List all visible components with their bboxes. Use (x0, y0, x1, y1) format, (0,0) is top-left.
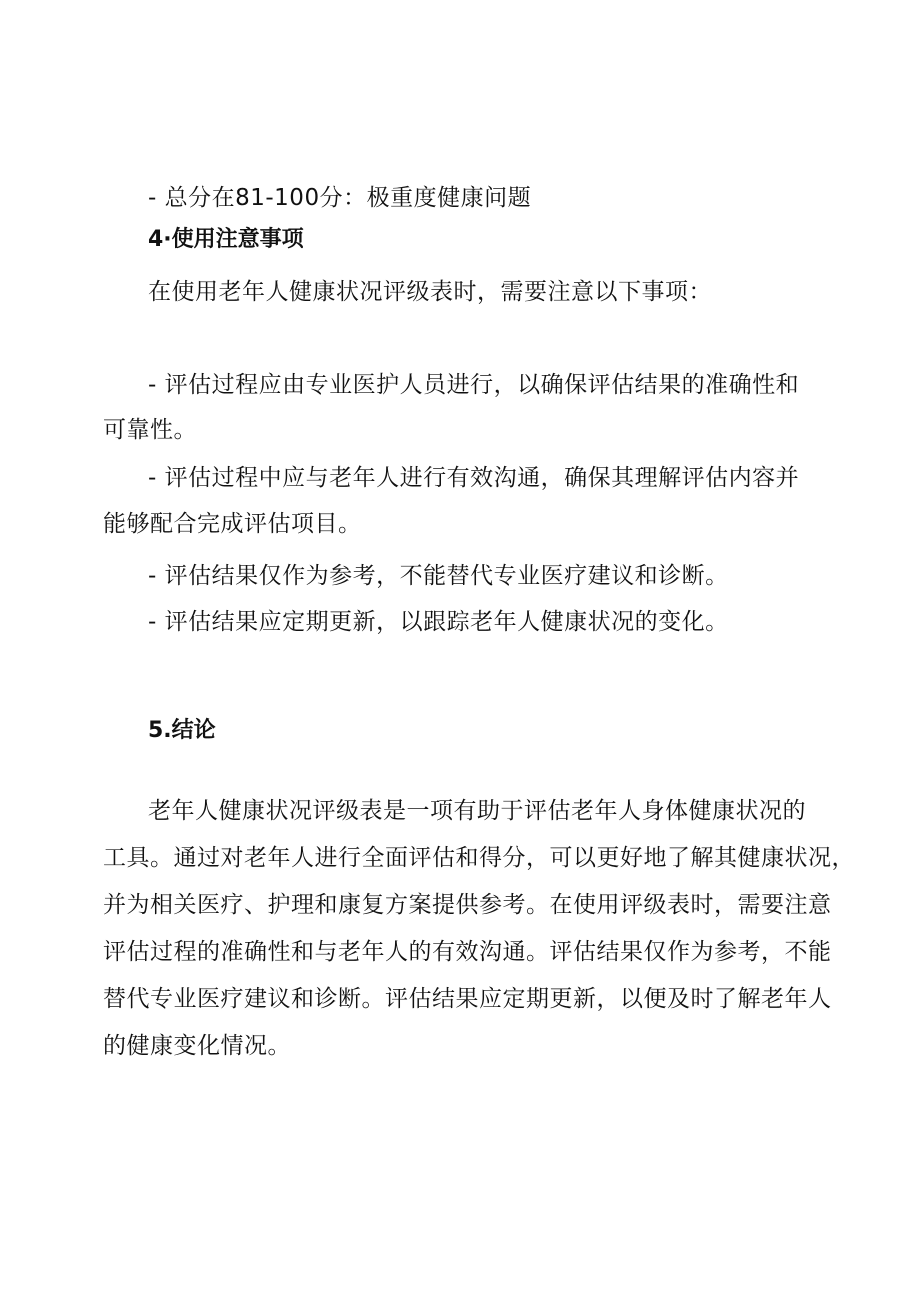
section-4-heading: 4·使用注意事项 (148, 227, 304, 252)
bullet-4: - 评估结果应定期更新，以跟踪老年人健康状况的变化。 (148, 609, 729, 635)
bullet-2-line-1: - 评估过程中应与老年人进行有效沟通，确保其理解评估内容并 (148, 465, 800, 491)
conclusion-line-2: 工具。通过对老年人进行全面评估和得分，可以更好地了解其健康状况， (103, 845, 855, 871)
bullet-1-line-2: 可靠性。 (103, 417, 197, 443)
conclusion-line-1: 老年人健康状况评级表是一项有助于评估老年人身体健康状况的 (148, 798, 806, 824)
bullet-3: - 评估结果仅作为参考，不能替代专业医疗建议和诊断。 (148, 563, 729, 589)
score-range-item: - 总分在81-100分：极重度健康问题 (148, 185, 532, 211)
conclusion-line-6: 的健康变化情况。 (103, 1033, 291, 1059)
conclusion-line-3: 并为相关医疗、护理和康复方案提供参考。在使用评级表时，需要注意 (103, 892, 832, 918)
conclusion-line-4: 评估过程的准确性和与老年人的有效沟通。评估结果仅作为参考，不能 (103, 939, 832, 965)
conclusion-line-5: 替代专业医疗建议和诊断。评估结果应定期更新，以便及时了解老年人 (103, 986, 832, 1012)
section-4-intro: 在使用老年人健康状况评级表时，需要注意以下事项： (148, 279, 712, 305)
section-5-heading: 5.结论 (148, 718, 216, 743)
bullet-2-line-2: 能够配合完成评估项目。 (103, 511, 362, 537)
bullet-1-line-1: - 评估过程应由专业医护人员进行，以确保评估结果的准确性和 (148, 372, 800, 398)
